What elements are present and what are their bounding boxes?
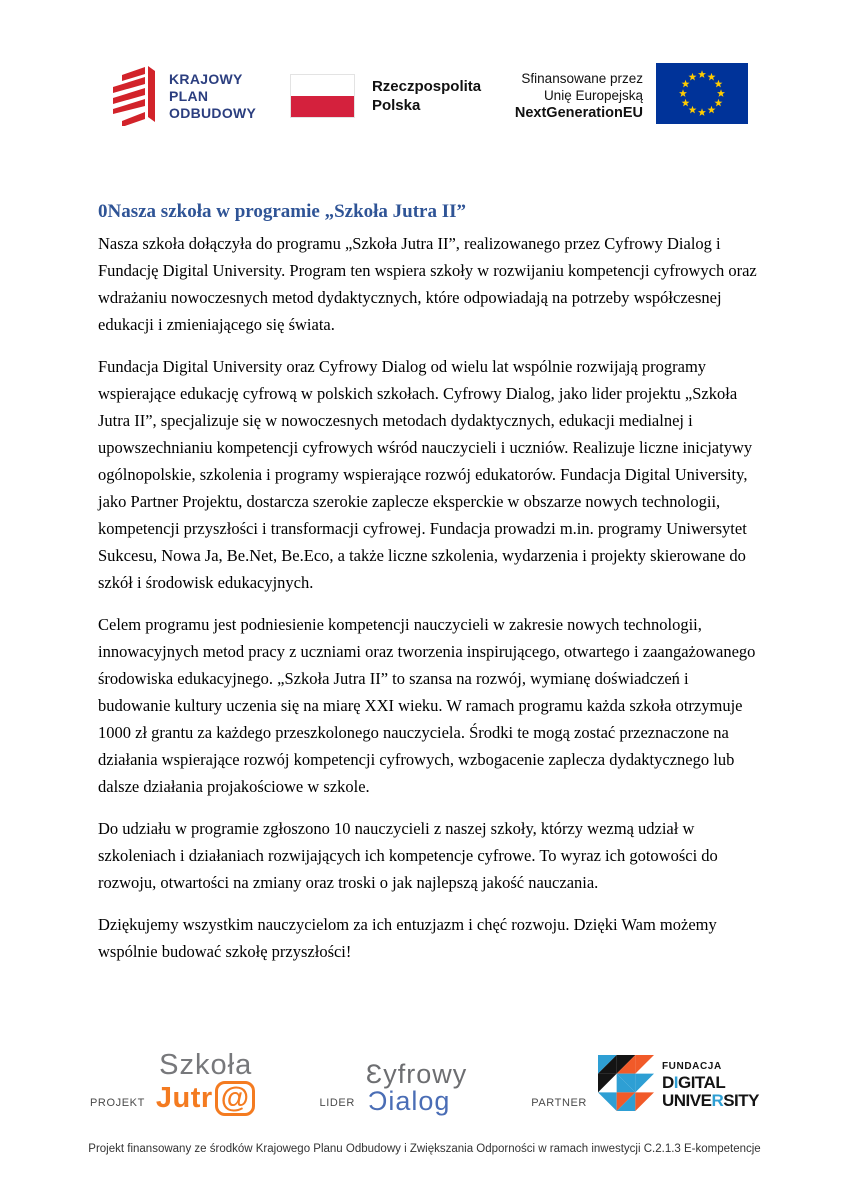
- du-university-pre: UNIVE: [661, 1090, 712, 1110]
- header-logos: [108, 58, 748, 134]
- poland-logo-text: [372, 77, 481, 115]
- eu-funding-logo: [515, 63, 748, 129]
- poland-flag-icon: [290, 74, 355, 118]
- kpo-line-1: KRAJOWY: [169, 70, 243, 87]
- szkola-jutra-logo: [156, 1050, 256, 1116]
- funding-footer-note: Projekt finansowany ze środków Krajowego Planu Odbudowy i Zwiększania Odporności w ramach inwestycji C.2.1.3 E-kompetencje: [88, 1143, 761, 1155]
- poland-logo: [290, 74, 481, 118]
- du-fundacja-line: FUNDACJA: [661, 1060, 722, 1072]
- project-logo-group: [90, 1050, 256, 1116]
- project-role-label: PROJEKT: [89, 1096, 145, 1109]
- digital-university-logo: [598, 1055, 759, 1116]
- poland-line-1: Rzeczpospolita: [371, 78, 482, 95]
- paragraph-1: Nasza szkoła dołączyła do programu „Szkoła Jutra II”, realizowanego przez Cyfrowy Dialog i Fundację Digital University. Program ten wspiera szkoły w rozwijaniu kompetencji cyfrowych oraz wdrażaniu nowoczesnych metod dydaktycznych, które odpowiadają na potrzeby współczesnej edukacji i zmieniającego się świata.: [98, 234, 757, 334]
- kpo-line-2: PLAN: [169, 87, 209, 104]
- poland-line-2: Polska: [371, 97, 421, 114]
- paragraph-3: Celem programu jest podniesienie kompetencji nauczycieli w zakresie nowych technologii, innowacyjnych metod pracy z uczniami oraz tworzenia inspirującego, otwartego i zaangażowanego środowiska edukacyjnego. „Szkoła Jutra II” to szansa na rozwój, wymianę doświadczeń i budowanie kultury uczenia się na miarę XXI wieku. W ramach programu każda szkoła otrzymuje 1000 zł grantu za każdego przeszkolonego nauczyciela. Środki te mogą zostać przeznaczone na działania wspierające rozwój kompetencji cyfrowych, wzbogacenie zaplecza dydaktycznego lub dalsze działania projakościowe w szkole.: [98, 615, 756, 796]
- paragraph-5: Dziękujemy wszystkim nauczycielom za ich entuzjazm i chęć rozwoju. Dzięki Wam możemy wspólnie budować szkołę przyszłości!: [98, 915, 717, 961]
- cyfrowy-bracket-c-icon: Ɛ: [365, 1058, 384, 1089]
- du-university-post: SITY: [723, 1090, 760, 1110]
- at-sign-icon: @: [215, 1081, 256, 1116]
- szkola-jutra-line1: Szkoła: [159, 1049, 253, 1081]
- eu-flag-icon: [656, 63, 748, 129]
- kpo-logo-text: [169, 71, 256, 122]
- du-university-line: [662, 1092, 759, 1109]
- cyfrowy-dialog-line2: [366, 1088, 467, 1116]
- lider-role-label: LIDER: [319, 1096, 355, 1109]
- partner-role-label: PARTNER: [531, 1096, 587, 1109]
- eu-line-1: Sfinansowane przez: [521, 70, 643, 86]
- szkola-jutra-word: Jutr: [155, 1081, 213, 1114]
- lider-logo-group: [319, 1058, 468, 1117]
- kpo-logo: [108, 62, 256, 131]
- page-title: 0Nasza szkoła w programie „Szkoła Jutra II”: [98, 201, 467, 222]
- paragraph-4: Do udziału w programie zgłoszono 10 nauczycieli z naszej szkoły, którzy wezmą udział w szkoleniach i działaniach rozwijających ich kompetencje cyfrowe. To wyraz ich gotowości do rozwoju, otwartości na zmiany oraz troski o jak najlepszą jakość nauczania.: [98, 819, 718, 892]
- cyfrowy-dialog-line1: [365, 1058, 468, 1089]
- du-digital-pre: D: [661, 1072, 674, 1092]
- du-university-accent: R: [711, 1090, 724, 1110]
- digital-university-text: [662, 1062, 759, 1109]
- cyfrowy-word: yfrowy: [383, 1058, 468, 1089]
- du-digital-accent: I: [673, 1072, 678, 1092]
- du-digital-line: [662, 1074, 759, 1091]
- kpo-line-3: ODBUDOWY: [169, 104, 257, 121]
- eu-line-3: NextGenerationEU: [514, 104, 643, 121]
- paragraph-2: Fundacja Digital University oraz Cyfrowy Dialog od wielu lat wspólnie rozwijają programy wspierające edukację cyfrową w polskich szkołach. Cyfrowy Dialog, jako lider projektu „Szkoła Jutra II”, specjalizuje się w nowoczesnych metodach dydaktycznych, edukacji medialnej i upowszechnianiu kompetencji cyfrowych wśród nauczycieli i uczniów. Realizuje liczne inicjatywy ogólnopolskie, szkolenia i programy wspierające rozwój edukatorów. Fundacja Digital University, jako Partner Projektu, dostarcza szerokie zaplecze eksperckie w obszarze nowych technologii, kompetencji przyszłości i transformacji cyfrowej. Fundacja prowadzi m.in. programy Uniwersytet Sukcesu, Nowa Ja, Be.Net, Be.Eco, a także liczne szkolenia, wydarzenia i projekty skierowane do szkół i środowisk edukacyjnych.: [98, 357, 753, 592]
- partner-logos-row: [0, 1050, 849, 1116]
- eu-line-2: Unię Europejską: [543, 88, 643, 104]
- szkola-jutra-line2: [156, 1081, 256, 1116]
- cyfrowy-dialog-logo: [365, 1058, 468, 1117]
- du-mosaic-icon: [598, 1055, 654, 1116]
- dialog-bracket-d-icon: Ɔ: [367, 1086, 389, 1117]
- dialog-word: ialog: [388, 1086, 451, 1117]
- eu-funding-text: [515, 70, 643, 123]
- du-digital-post: GITAL: [677, 1072, 726, 1092]
- document-body: [98, 201, 758, 980]
- kpo-logo-icon: [108, 62, 160, 131]
- partner-logo-group: [531, 1055, 759, 1116]
